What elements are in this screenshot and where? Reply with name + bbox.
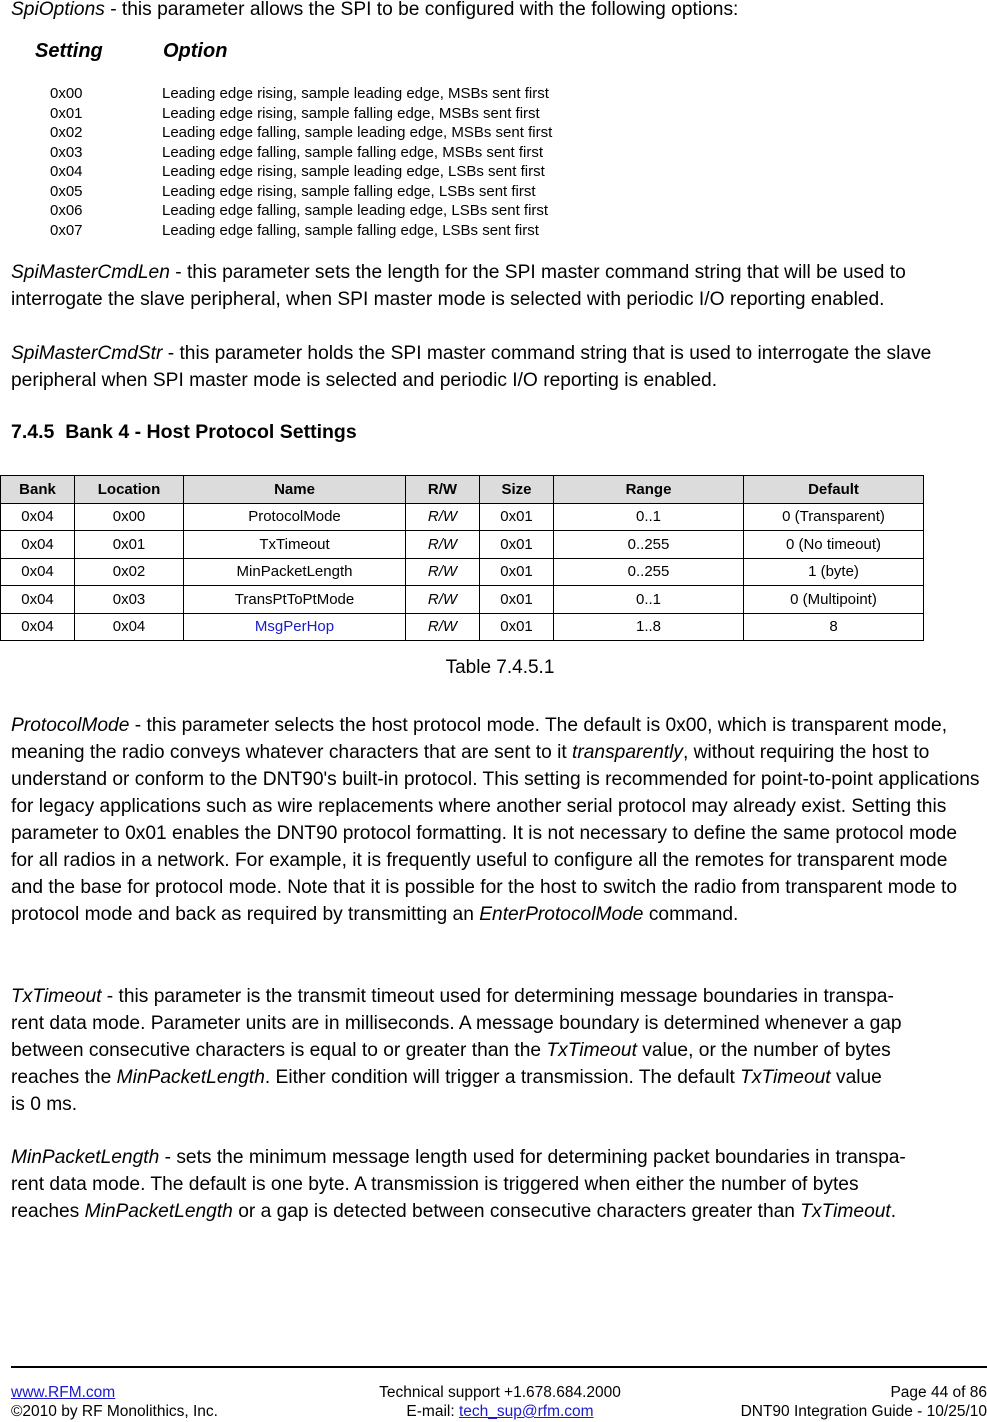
option-desc: Leading edge rising, sample falling edge, MSBs sent first xyxy=(162,104,540,122)
min-packet-length-line-3b: or a gap is detected between consecutive characters greater than xyxy=(232,1201,801,1222)
host-protocol-settings-table xyxy=(0,475,924,641)
table-cell: 0x01 xyxy=(480,586,554,614)
spi-master-cmd-str-term: SpiMasterCmdStr xyxy=(11,343,163,364)
table-cell: 0x00 xyxy=(75,503,184,531)
footer-divider xyxy=(11,1366,987,1368)
min-packet-length-em-2: TxTimeout xyxy=(800,1201,891,1222)
table-row xyxy=(1,558,924,586)
option-row xyxy=(0,182,700,202)
table-cell: 0x01 xyxy=(75,531,184,559)
table-cell: 0x04 xyxy=(1,558,75,586)
table-cell: 0x04 xyxy=(75,613,184,641)
table-cell: 0..255 xyxy=(554,558,744,586)
option-desc: Leading edge falling, sample falling edge, MSBs sent first xyxy=(162,143,544,161)
table-cell: R/W xyxy=(406,558,480,586)
tx-timeout-em-3: TxTimeout xyxy=(740,1067,831,1088)
option-code: 0x04 xyxy=(50,163,83,180)
table-header-row xyxy=(1,476,924,504)
tx-timeout-line-2: rent data mode. Parameter units are in milliseconds. A message boundary is determined whenever a gap xyxy=(11,1013,902,1034)
table-row xyxy=(1,503,924,531)
option-code: 0x07 xyxy=(50,221,83,239)
footer-support: Technical support +1.678.684.2000 xyxy=(379,1384,621,1401)
table-cell: 0x04 xyxy=(1,503,75,531)
column-header: Name xyxy=(184,476,406,504)
option-row xyxy=(0,84,700,104)
tx-timeout-em-1: TxTimeout xyxy=(546,1040,637,1061)
table-row xyxy=(1,613,924,641)
protocol-mode-text-3: command. xyxy=(643,904,739,925)
protocol-mode-text-1: - this parameter selects the host protocol mode. The default is 0x00, which is transparent mode, meaning the radio conveys whatever characters that are sent to it xyxy=(11,715,948,763)
option-desc: Leading edge falling, sample falling edge, LSBs sent first xyxy=(162,221,539,239)
table-cell: 8 xyxy=(744,613,924,641)
options-header-setting: Setting xyxy=(35,40,103,62)
options-header-option: Option xyxy=(163,40,228,62)
option-desc: Leading edge rising, sample leading edge, MSBs sent first xyxy=(162,85,549,102)
table-cell: 0x03 xyxy=(75,586,184,614)
section-title: Bank 4 - Host Protocol Settings xyxy=(65,421,357,443)
section-heading xyxy=(11,421,357,444)
option-code: 0x00 xyxy=(50,85,83,102)
option-code: 0x05 xyxy=(50,182,83,200)
spi-master-cmd-str-paragraph xyxy=(11,340,981,394)
column-header: Size xyxy=(480,476,554,504)
spi-master-cmd-len-paragraph xyxy=(11,259,981,313)
tx-timeout-line-4b: . Either condition will trigger a transmission. The default xyxy=(264,1067,741,1088)
min-packet-length-line-3c: . xyxy=(890,1201,897,1222)
option-desc: Leading edge rising, sample leading edge, LSBs sent first xyxy=(162,163,545,180)
table-caption: Table 7.4.5.1 xyxy=(445,657,555,678)
option-desc: Leading edge falling, sample leading edge, LSBs sent first xyxy=(162,202,549,219)
column-header: Default xyxy=(744,476,924,504)
spi-master-cmd-str-text: - this parameter holds the SPI master command string that is used to interrogate the slave peripheral when SPI master mode is selected and periodic I/O reporting is enabled. xyxy=(11,343,932,391)
option-code: 0x01 xyxy=(50,104,83,122)
min-packet-length-term: MinPacketLength xyxy=(11,1147,160,1168)
option-code: 0x03 xyxy=(50,143,83,161)
msg-per-hop-link[interactable]: MsgPerHop xyxy=(184,613,406,641)
tx-timeout-em-2: MinPacketLength xyxy=(116,1067,265,1088)
section-number: 7.4.5 xyxy=(11,421,55,443)
table-cell: 0x04 xyxy=(1,613,75,641)
table-cell: ProtocolMode xyxy=(184,503,406,531)
table-cell: 0..255 xyxy=(554,531,744,559)
column-header: R/W xyxy=(406,476,480,504)
table-cell: 0 (Multipoint) xyxy=(744,586,924,614)
table-cell: 0..1 xyxy=(554,586,744,614)
option-desc: Leading edge rising, sample falling edge, LSBs sent first xyxy=(162,182,536,200)
column-header: Bank xyxy=(1,476,75,504)
footer-copyright: ©2010 by RF Monolithics, Inc. xyxy=(11,1403,218,1420)
table-cell: 0x01 xyxy=(480,558,554,586)
spi-master-cmd-len-term: SpiMasterCmdLen xyxy=(11,262,170,283)
option-row xyxy=(0,123,700,143)
column-header: Range xyxy=(554,476,744,504)
spi-options-paragraph xyxy=(11,0,981,23)
protocol-mode-text-2: , without requiring the host to understand or conform to the DNT90's built-in protocol. This setting is recommended for point-to-point applications for legacy applications such as wire replacements where another serial protocol may already exist. Setting this parameter to 0x01 enables the DNT90 protocol formatting. It is not necessary to define the same protocol mode for all radios in a network. For example, it is frequently useful to configure all the remotes for transparent mode and the base for protocol mode. Note that it is possible for the host to switch the radio from transparent mode to protocol mode and back as required by transmitting an xyxy=(11,742,980,925)
option-desc: Leading edge falling, sample leading edge, MSBs sent first xyxy=(162,124,553,141)
table-cell: 0 (Transparent) xyxy=(744,503,924,531)
tx-timeout-line-3b: value, or the number of bytes xyxy=(636,1040,891,1061)
min-packet-length-line-1: - sets the minimum message length used for determining packet boundaries in transpa- xyxy=(159,1147,906,1168)
option-row xyxy=(0,143,700,163)
spi-master-cmd-len-text: - this parameter sets the length for the SPI master command string that will be used to interrogate the slave peripheral, when SPI master mode is selected with periodic I/O reporting enabled. xyxy=(11,262,906,310)
table-cell: 1..8 xyxy=(554,613,744,641)
table-cell: TxTimeout xyxy=(184,531,406,559)
table-row xyxy=(1,586,924,614)
table-cell: 0..1 xyxy=(554,503,744,531)
table-cell: 0x01 xyxy=(480,613,554,641)
option-row xyxy=(0,104,700,124)
min-packet-length-line-2: rent data mode. The default is one byte. A transmission is triggered when either the number of bytes xyxy=(11,1174,859,1195)
footer-email-link[interactable]: tech_sup@rfm.com xyxy=(458,1403,594,1420)
table-cell: R/W xyxy=(406,613,480,641)
tx-timeout-line-4c: value xyxy=(830,1067,882,1088)
footer-page-number: Page 44 of 86 xyxy=(890,1384,987,1401)
footer-email-label: E-mail: xyxy=(406,1403,459,1420)
protocol-mode-em-2: EnterProtocolMode xyxy=(479,904,644,925)
table-cell: 0x04 xyxy=(1,531,75,559)
min-packet-length-line-3a: reaches xyxy=(11,1201,85,1222)
table-cell: 0x02 xyxy=(75,558,184,586)
tx-timeout-paragraph xyxy=(11,983,981,1118)
option-code: 0x02 xyxy=(50,124,83,141)
spi-options-text: - this parameter allows the SPI to be configured with the following options: xyxy=(104,0,739,20)
option-row xyxy=(0,201,700,221)
column-header: Location xyxy=(75,476,184,504)
table-cell: MinPacketLength xyxy=(184,558,406,586)
spi-options-term: SpiOptions xyxy=(11,0,105,20)
option-code: 0x06 xyxy=(50,202,83,219)
table-cell: 0x01 xyxy=(480,503,554,531)
min-packet-length-paragraph xyxy=(11,1144,981,1225)
tx-timeout-line-3a: between consecutive characters is equal to or greater than the xyxy=(11,1040,547,1061)
protocol-mode-term: ProtocolMode xyxy=(11,715,130,736)
table-cell: TransPtToPtMode xyxy=(184,586,406,614)
tx-timeout-line-4a: reaches the xyxy=(11,1067,117,1088)
table-cell: 1 (byte) xyxy=(744,558,924,586)
table-cell: R/W xyxy=(406,586,480,614)
table-cell: R/W xyxy=(406,531,480,559)
table-cell: R/W xyxy=(406,503,480,531)
protocol-mode-em-1: transparently xyxy=(572,742,683,763)
option-row xyxy=(0,221,700,241)
table-cell: 0x04 xyxy=(1,586,75,614)
table-cell: 0 (No timeout) xyxy=(744,531,924,559)
min-packet-length-em-1: MinPacketLength xyxy=(84,1201,233,1222)
protocol-mode-paragraph xyxy=(11,712,981,928)
tx-timeout-term: TxTimeout xyxy=(11,986,102,1007)
table-row xyxy=(1,531,924,559)
option-row xyxy=(0,162,700,182)
footer-doc-title: DNT90 Integration Guide - 10/25/10 xyxy=(740,1403,987,1420)
table-cell: 0x01 xyxy=(480,531,554,559)
tx-timeout-line-5: is 0 ms. xyxy=(11,1094,78,1115)
footer-website-link[interactable]: www.RFM.com xyxy=(11,1384,116,1401)
tx-timeout-line-1: - this parameter is the transmit timeout used for determining message boundaries in transpa- xyxy=(101,986,894,1007)
